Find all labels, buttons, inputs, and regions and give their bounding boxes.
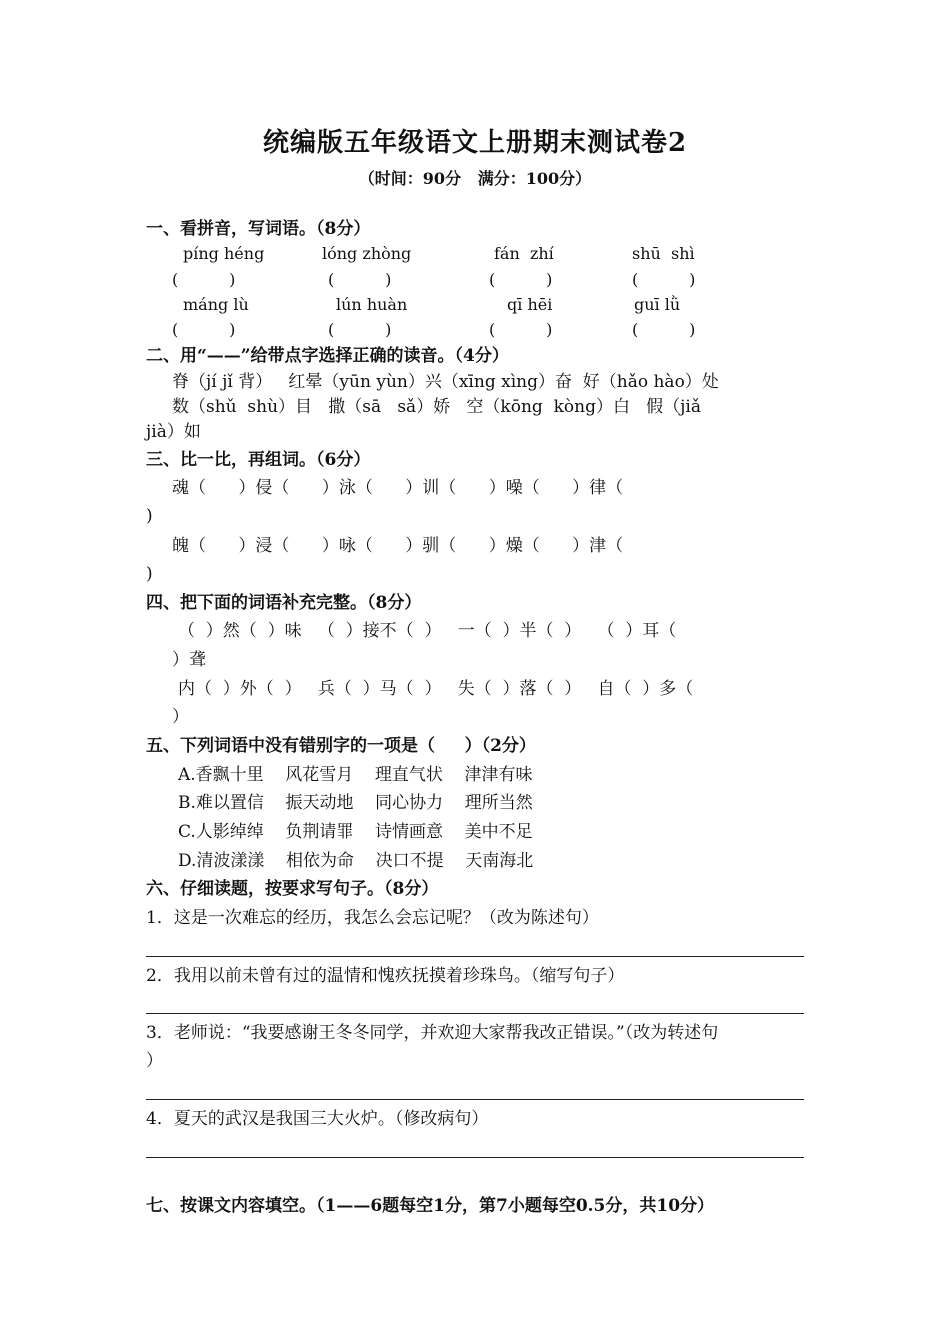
- q1-answer-blank[interactable]: ( ): [328, 320, 392, 339]
- q6-answer-line-4[interactable]: [146, 1157, 804, 1158]
- q1-answer-blank[interactable]: ( ): [328, 270, 392, 289]
- q6-item-3: 3．老师说：“我要感谢王冬冬同学，并欢迎大家帮我改正错误。”（改为转述句: [146, 1023, 719, 1043]
- q5-option-a[interactable]: A.香飘十里 风花雪月 理直气状 津津有味: [178, 765, 533, 785]
- q6-item-1: 1．这是一次难忘的经历，我怎么会忘记呢？（改为陈述句）: [146, 908, 599, 928]
- q5-option-d[interactable]: D.清波漾漾 相依为命 决口不提 天南海北: [178, 851, 534, 871]
- q4-line: ）聋: [172, 650, 206, 670]
- q6-item-4: 4．夏天的武汉是我国三大火炉。（修改病句）: [146, 1109, 489, 1129]
- q5-option-c[interactable]: C.人影绰绰 负荆请罪 诗情画意 美中不足: [178, 822, 533, 842]
- q1-pinyin: máng lù: [183, 295, 249, 314]
- q3-line: 魂（ ）侵（ ）泳（ ）训（ ）噪（ ）律（: [172, 478, 624, 498]
- q2-heading: 二、用“——”给带点字选择正确的读音。（4分）: [146, 346, 509, 366]
- q6-answer-line-1[interactable]: [146, 956, 804, 957]
- q1-pinyin: shū shì: [632, 244, 695, 263]
- q3-line: ): [146, 506, 153, 526]
- q1-pinyin: lún huàn: [336, 295, 408, 314]
- q6-item-2: 2．我用以前未曾有过的温情和愧疚抚摸着珍珠鸟。（缩写句子）: [146, 966, 625, 986]
- q5-option-b[interactable]: B.难以置信 振天动地 同心协力 理所当然: [178, 793, 533, 813]
- q1-pinyin: guī lǜ: [634, 295, 681, 314]
- q1-answer-blank[interactable]: ( ): [489, 270, 553, 289]
- q3-line: ): [146, 564, 153, 584]
- q1-pinyin: lóng zhòng: [322, 244, 412, 263]
- page-title: 统编版五年级语文上册期末测试卷2: [262, 128, 688, 158]
- q2-line: 数（shǔ shù）目 撒（sā sǎ）娇 空（kōng kòng）白 假（jiǎ: [172, 397, 701, 417]
- q6-heading: 六、仔细读题，按要求写句子。（8分）: [146, 879, 439, 899]
- q4-heading: 四、把下面的词语补充完整。（8分）: [146, 593, 422, 613]
- q1-answer-blank[interactable]: ( ): [632, 320, 696, 339]
- q1-answer-blank[interactable]: ( ): [489, 320, 553, 339]
- q1-heading: 一、看拼音，写词语。（8分）: [146, 219, 371, 239]
- q1-pinyin: qī hēi: [507, 295, 553, 314]
- q6-answer-line-3[interactable]: [146, 1099, 804, 1100]
- page-subtitle: （时间：90分 满分：100分）: [358, 169, 592, 188]
- q5-heading: 五、下列词语中没有错别字的一项是（ ）（2分）: [146, 736, 536, 756]
- q1-pinyin: píng héng: [183, 244, 265, 263]
- q1-answer-blank[interactable]: ( ): [632, 270, 696, 289]
- q6-answer-line-2[interactable]: [146, 1013, 804, 1014]
- q1-answer-blank[interactable]: ( ): [172, 320, 236, 339]
- q1-pinyin: fán zhí: [494, 244, 554, 263]
- q2-line: jià）如: [146, 422, 201, 442]
- q4-line: ）: [172, 707, 189, 727]
- q2-line: 脊（jí jǐ 背） 红晕（yūn yùn）兴（xīng xìng）奋 好（hǎo hào）处: [172, 372, 719, 392]
- q4-line: （ ）然（ ）味 （ ）接不（ ） 一（ ）半（ ） （ ）耳（: [178, 621, 677, 641]
- q3-line: 魄（ ）浸（ ）咏（ ）驯（ ）燥（ ）津（: [172, 536, 624, 556]
- q4-line: 内（ ）外（ ） 兵（ ）马（ ） 失（ ）落（ ） 自（ ）多（: [178, 679, 694, 699]
- q1-answer-blank[interactable]: ( ): [172, 270, 236, 289]
- q3-heading: 三、比一比，再组词。（6分）: [146, 450, 371, 470]
- q7-heading: 七、按课文内容填空。（1——6题每空1分，第7小题每空0.5分，共10分）: [146, 1196, 715, 1216]
- q6-item-3-cont: ）: [146, 1051, 163, 1071]
